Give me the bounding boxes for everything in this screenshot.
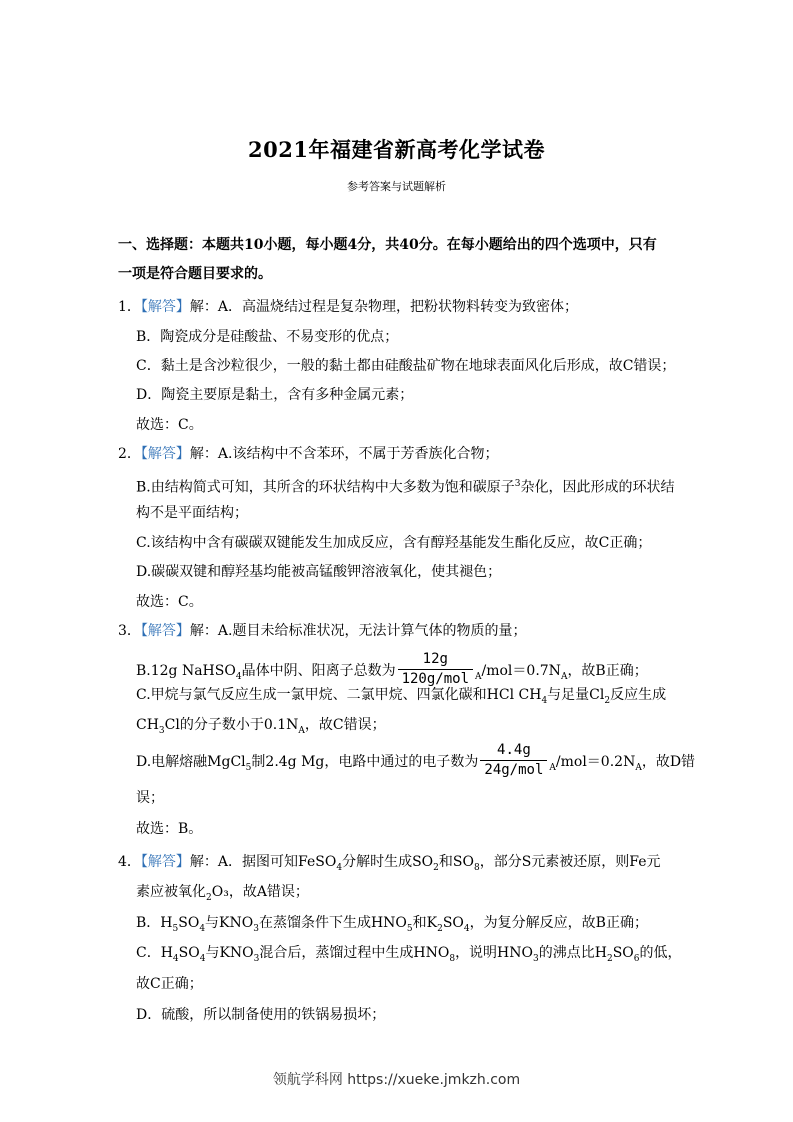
question-2-option-d: D.碳碳双键和醇羟基均能被高锰酸钾溶液氧化，使其褪色； — [136, 564, 502, 580]
section-heading-line-2: 一项是符合题目要求的。 — [118, 266, 272, 282]
page-subtitle: 参考答案与试题解析 — [347, 180, 446, 193]
subscript: 3 — [253, 923, 259, 934]
text: CH — [136, 717, 159, 733]
question-3-number: 3． — [118, 623, 141, 639]
text: SO — [178, 915, 200, 931]
question-4-option-c-line-1 — [136, 943, 682, 969]
answer-tag: 【解答】 — [140, 299, 190, 315]
text: B．H — [136, 915, 173, 931]
question-4-option-a-line-2 — [136, 882, 309, 908]
subscript: 6 — [633, 953, 640, 964]
subscript: 2 — [437, 923, 443, 934]
subscript: A — [475, 671, 482, 682]
text: 和K — [412, 915, 438, 931]
footer-watermark: 领航学科网 https://xueke.jmkzh.com — [272, 1072, 521, 1088]
subscript: A — [560, 671, 568, 682]
subscript: 5 — [245, 762, 252, 773]
text: ，故D错 — [641, 754, 696, 770]
subscript: 3 — [533, 953, 539, 964]
text: SO — [178, 945, 200, 961]
question-1-option-a: 解：A．高温烧结过程是复杂物理，把粉状物料转变为致密体； — [189, 299, 579, 315]
question-2-answer: 故选：C。 — [136, 594, 203, 610]
subscript: A — [549, 762, 556, 773]
text: D.电解熔融MgCl — [136, 754, 246, 770]
question-2-option-c: C.该结构中含有碳碳双键能发生加成反应，含有醇羟基能发生酯化反应，故C正确； — [136, 535, 652, 551]
question-1-answer: 故选：C。 — [136, 417, 203, 433]
question-2-option-b-line-2: 构不是平面结构； — [136, 505, 248, 521]
text: C．H — [136, 945, 173, 961]
subscript: 8 — [449, 953, 456, 964]
subscript: 4 — [463, 923, 470, 934]
subscript: 4 — [336, 862, 343, 873]
text: ，为复分解反应，故B正确； — [469, 915, 648, 931]
text: ，故C错误； — [304, 717, 386, 733]
subscript: 2 — [206, 892, 212, 903]
question-4-option-d: D．硫酸，所以制备使用的铁锅易损坏； — [136, 1007, 386, 1023]
subscript: 4 — [199, 953, 206, 964]
subscript: 3 — [158, 725, 165, 736]
text: 混合后，蒸馏过程中生成HNO — [259, 945, 450, 961]
question-3-option-c-line-1 — [136, 685, 666, 711]
text: ，故B正确； — [567, 663, 648, 679]
subscript: 5 — [172, 923, 179, 934]
subscript: 2 — [433, 862, 439, 873]
fraction-denominator: 24g/mol — [484, 761, 544, 778]
text: Cl的分子数小于0.1N — [164, 717, 299, 733]
text: 和SO — [438, 854, 474, 870]
text: B.由结构简式可知，其所含的环状结构中大多数为饱和碳原子 — [136, 479, 515, 496]
text: B.12g NaHSO — [136, 663, 236, 679]
question-4-option-c-line-2: 故C正确； — [136, 976, 203, 992]
question-1-option-b: B．陶瓷成分是硅酸盐、不易变形的优点； — [136, 329, 399, 345]
text: 反应生成 — [610, 687, 667, 703]
question-3-answer: 故选：B。 — [136, 821, 203, 837]
question-4-number: 4． — [118, 854, 141, 870]
text: 分解时生成SO — [342, 854, 434, 870]
subscript: 8 — [473, 862, 480, 873]
text: SO — [442, 915, 464, 931]
subscript: 4 — [541, 695, 548, 706]
question-3-line-a — [118, 621, 526, 641]
text: 解：A．据图可知FeSO — [189, 854, 337, 870]
text: 晶体中阴、阳离子总数为 — [241, 663, 396, 679]
subscript: 5 — [406, 923, 413, 934]
subscript: 2 — [604, 695, 611, 706]
subscript: 4 — [199, 923, 206, 934]
text: /mol＝0.2N — [555, 754, 636, 770]
text: 制2.4g Mg，电路中通过的电子数为 — [251, 754, 479, 770]
text: O₃，故A错误； — [211, 884, 309, 900]
fraction — [398, 651, 473, 688]
text: 素应被氧化 — [136, 884, 206, 900]
question-4-line-a — [118, 852, 661, 878]
question-3-option-c-line-2 — [136, 715, 386, 741]
question-4-option-b — [136, 913, 648, 939]
question-3-option-a: 解：A.题目未给标准状况，无法计算气体的物质的量； — [189, 623, 527, 639]
answer-tag: 【解答】 — [140, 854, 190, 870]
subscript: 4 — [235, 671, 242, 682]
text: 的沸点比H — [538, 945, 607, 961]
text: C.甲烷与氯气反应生成一氯甲烷、二氯甲烷、四氯化碳和HCl CH — [136, 687, 542, 703]
question-2-number: 2． — [118, 446, 141, 462]
question-3-option-d-line-1 — [136, 743, 695, 787]
question-1-option-d: D．陶瓷主要原是黏土，含有多种金属元素； — [136, 387, 414, 403]
text: /mol＝0.7N — [481, 663, 561, 679]
question-3-option-d-line-2: 误； — [136, 790, 164, 806]
fraction-numerator: 4.4g — [480, 742, 547, 761]
answer-tag: 【解答】 — [140, 446, 190, 462]
text: ，说明HNO — [455, 945, 533, 961]
subscript: A — [298, 725, 305, 736]
answer-tag: 【解答】 — [140, 623, 190, 639]
fraction — [480, 742, 547, 779]
text: 的低， — [639, 945, 682, 961]
fraction-denominator: 120g/mol — [401, 670, 470, 687]
subscript: 3 — [253, 953, 260, 964]
text: 与KNO — [205, 915, 254, 931]
question-1-line-a — [118, 297, 578, 317]
text: 在蒸馏条件下生成HNO — [258, 915, 407, 931]
subscript: 2 — [606, 953, 613, 964]
question-2-option-a: 解：A.该结构中不含苯环，不属于芳香族化合物； — [189, 446, 499, 462]
fraction-numerator: 12g — [398, 651, 473, 670]
section-heading-line-1: 一、选择题：本题共10小题，每小题4分，共40分。在每小题给出的四个选项中，只有 — [118, 237, 657, 253]
text: 杂化，因此形成的环状结 — [520, 479, 675, 496]
text: ，部分S元素被还原，则Fe元 — [479, 854, 661, 870]
page-title: 2021年福建省新高考化学试卷 — [248, 137, 545, 162]
text: SO — [612, 945, 634, 961]
text: 与KNO — [205, 945, 254, 961]
superscript: 3 — [514, 479, 521, 489]
subscript: A — [635, 762, 642, 773]
question-2-option-b-line-1 — [136, 474, 674, 498]
question-1-option-c: C．黏土是含沙粒很少，一般的黏土都由硅酸盐矿物在地球表面风化后形成，故C错误； — [136, 358, 676, 374]
subscript: 4 — [172, 953, 179, 964]
question-1-number: 1． — [118, 299, 141, 315]
text: 与足量Cl — [547, 687, 605, 703]
question-2-line-a — [118, 444, 498, 464]
